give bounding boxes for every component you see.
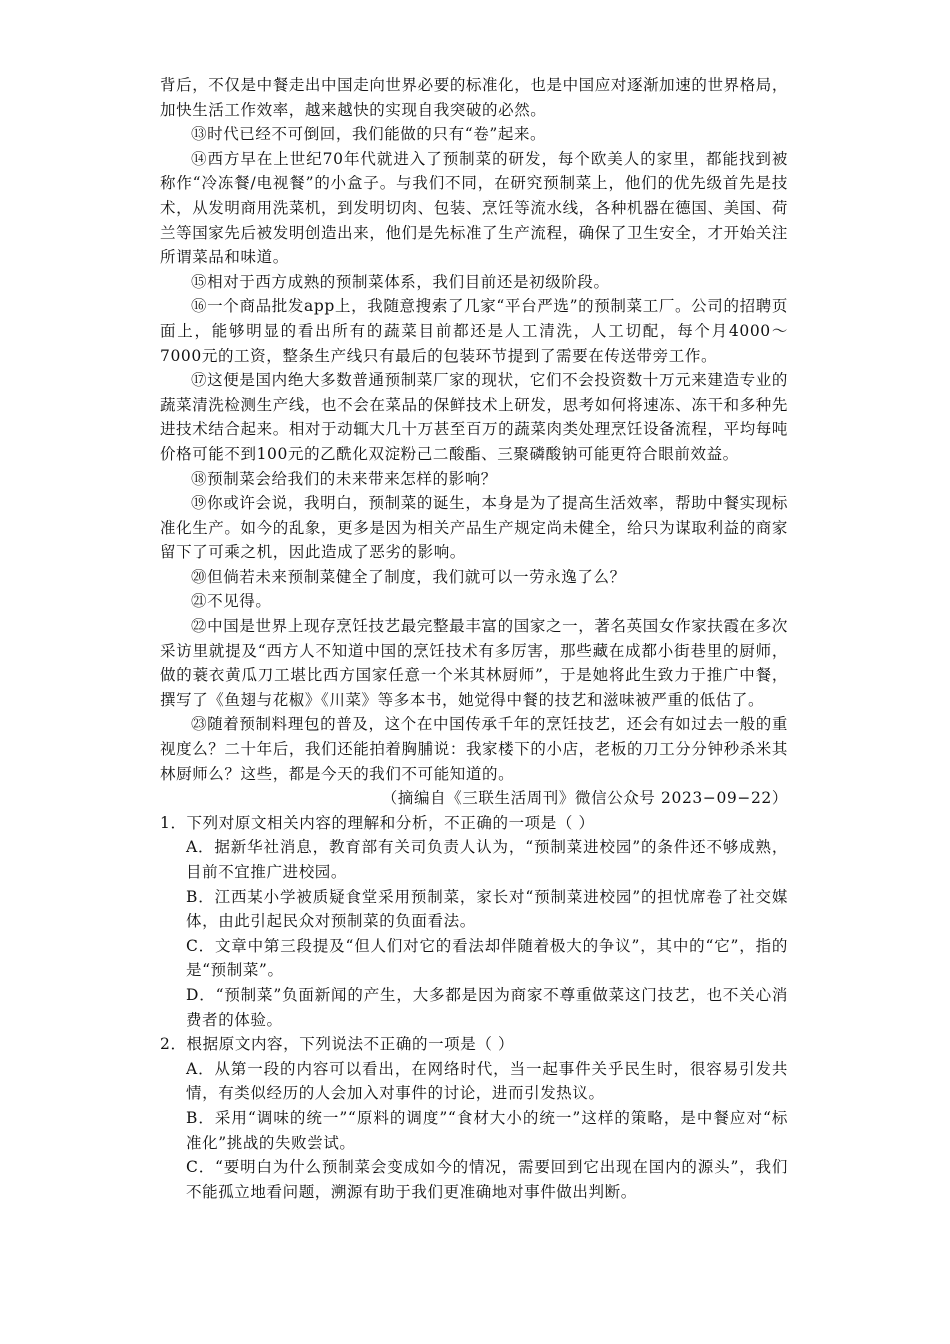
- paragraph-18: ⑱预制菜会给我们的未来带来怎样的影响？: [191, 469, 497, 488]
- paragraph-22: ㉒中国是世界上现存烹饪技艺最完整最丰富的国家之一，著名英国女作家扶霞在多次采访里就提及“西方人不知道中国的烹饪技术有多厉害，那些藏在成都小街巷里的厨师，做的蓑衣黄瓜刀工堪比西方国家任意一个米其林厨师”，于是她将此生致力于推广中餐，撰写了《鱼翅与花椒》《川菜》等多本书，她觉得中餐的技艺和滋味被严重的低估了。: [160, 617, 788, 709]
- question-2-option-c: C．“要明白为什么预制菜会变成如今的情况，需要回到它出现在国内的源头”，我们不能孤立地看问题，溯源有助于我们更准确地对事件做出判断。: [186, 1158, 788, 1201]
- question-1-option-b: B．江西某小学被质疑食堂采用预制菜，家长对“预制菜进校园”的担忧席卷了社交媒体，由此引起民众对预制菜的负面看法。: [186, 887, 788, 931]
- paragraph-17: ⑰这便是国内绝大多数普通预制菜厂家的现状，它们不会投资数十万元来建造专业的蔬菜清洗检测生产线，也不会在菜品的保鲜技术上研发，思考如何将速冻、冻干和多种先进技术结合起来。相对于动辄大几十万甚至百万的蔬菜肉类处理烹饪设备流程，平均每吨价格可能不到100元的乙酰化双淀粉己二酸酯、三聚磷酸钠可能更符合眼前效益。: [160, 371, 788, 463]
- question-1: [160, 811, 788, 1032]
- paragraph-20: ⑳但倘若未来预制菜健全了制度，我们就可以一劳永逸了么？: [191, 567, 626, 586]
- question-1-stem: 1．下列对原文相关内容的理解和分析，不正确的一项是（ ）: [160, 813, 595, 832]
- question-1-option-c: C．文章中第三段提及“但人们对它的看法却伴随着极大的争议”，其中的“它”，指的是“预制菜”。: [186, 936, 788, 980]
- article: [160, 73, 788, 811]
- paragraph-12-continued: 背后，不仅是中餐走出中国走向世界必要的标准化，也是中国应对逐渐加速的世界格局，加快生活工作效率，越来越快的实现自我突破的必然。: [160, 76, 788, 119]
- document-page: [160, 73, 788, 1204]
- question-2-option-a: A．从第一段的内容可以看出，在网络时代，当一起事件关乎民生时，很容易引发共情，有类似经历的人会加入对事件的讨论，进而引发热议。: [186, 1059, 788, 1103]
- paragraph-16: ⑯一个商品批发app上，我随意搜索了几家“平台严选”的预制菜工厂。公司的招聘页面上，能够明显的看出所有的蔬菜目前都还是人工清洗，人工切配，每个月4000～7000元的工资，整条生产线只有最后的包装环节提到了需要在传送带旁工作。: [160, 297, 788, 365]
- question-2-option-b: B．采用“调味的统一”“原料的调度”“食材大小的统一”这样的策略，是中餐应对“标准化”挑战的失败尝试。: [186, 1108, 788, 1152]
- question-1-option-a: A．据新华社消息，教育部有关司负责人认为，“预制菜进校园”的条件还不够成熟，目前不宜推广进校园。: [186, 838, 788, 881]
- question-2: [160, 1032, 788, 1204]
- paragraph-21: ㉑不见得。: [191, 592, 272, 611]
- question-1-option-d: D．“预制菜”负面新闻的产生，大多都是因为商家不尊重做菜这门技艺，也不关心消费者的体验。: [186, 985, 788, 1029]
- question-2-stem: 2．根据原文内容，下列说法不正确的一项是（ ）: [160, 1035, 515, 1054]
- article-source: （摘编自《三联生活周刊》微信公众号 2023−09−22）: [381, 789, 788, 808]
- paragraph-19: ⑲你或许会说，我明白，预制菜的诞生，本身是为了提高生活效率，帮助中餐实现标准化生产。如今的乱象，更多是因为相关产品生产规定尚未健全，给只为谋取利益的商家留下了可乘之机，因此造成了恶劣的影响。: [160, 494, 788, 562]
- paragraph-23: ㉓随着预制料理包的普及，这个在中国传承千年的烹饪技艺，还会有如过去一般的重视度么？二十年后，我们还能拍着胸脯说：我家楼下的小店，老板的刀工分分钟秒杀米其林厨师么？这些，都是今天的我们不可能知道的。: [160, 715, 788, 783]
- paragraph-15: ⑮相对于西方成熟的预制菜体系，我们目前还是初级阶段。: [191, 272, 610, 291]
- paragraph-14: ⑭西方早在上世纪70年代就进入了预制菜的研发，每个欧美人的家里，都能找到被称作“冷冻餐/电视餐”的小盒子。与我们不同，在研究预制菜上，他们的优先级首先是技术，从发明商用洗菜机，到发明切肉、包装、烹饪等流水线，各种机器在德国、美国、荷兰等国家先后被发明创造出来，他们是先标准了生产流程，确保了卫生安全，才开始关注所谓菜品和味道。: [160, 149, 788, 267]
- paragraph-13: ⑬时代已经不可倒回，我们能做的只有“卷”起来。: [191, 125, 547, 144]
